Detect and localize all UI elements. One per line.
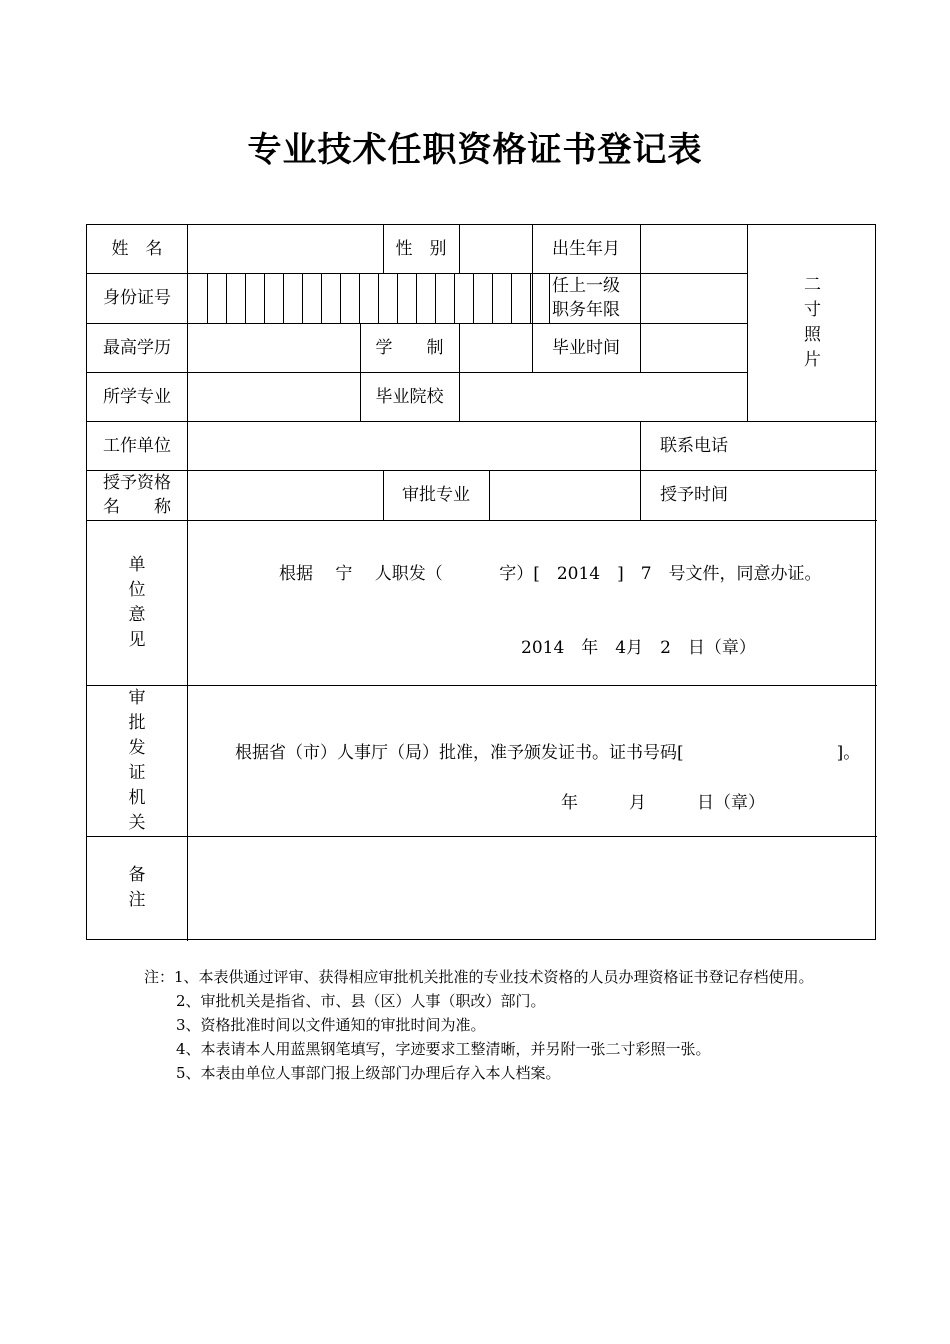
photo-placeholder [748,225,877,421]
label-char: 位 [128,579,146,600]
form-title: 专业技术任职资格证书登记表 [247,130,703,170]
phone-field[interactable] [748,421,877,470]
id-digit-box[interactable] [417,273,435,323]
id-digit-box[interactable] [455,273,473,323]
note-item: 4、本表请本人用蓝黑钢笔填写，字迹要求工整清晰，并另附一张二寸彩照一张。 [176,1040,711,1058]
label-prev-level [532,273,640,323]
row-divider [87,520,877,521]
label-remarks [87,836,187,940]
label-name: 姓 名 [111,239,163,259]
name-field[interactable] [188,225,383,273]
label-qualification-line: 授予资格 [103,473,171,493]
note-item: 2、审批机关是指省、市、县（区）人事（职改）部门。 [176,992,546,1010]
grant-time-field[interactable] [748,470,877,520]
unit-opinion-date: 2014 年 4月 2 日（章） [521,638,756,658]
label-id-number: 身份证号 [103,288,171,308]
remarks-field[interactable] [188,836,877,940]
id-digit-box[interactable] [303,273,321,323]
label-char: 注 [128,890,146,910]
unit-opinion-text: 根据 宁 人职发（ 字）[ 2014 ] 7 号文件，同意办证。 [279,564,822,584]
id-digit-box[interactable] [208,273,226,323]
id-digit-box[interactable] [493,273,511,323]
label-qualification [87,470,187,520]
birth-field[interactable] [641,225,747,273]
photo-char: 片 [804,350,821,370]
approval-date: 年 月 日（章） [561,793,765,813]
photo-char: 照 [804,325,821,345]
label-char: 证 [128,762,146,783]
label-birth: 出生年月 [552,239,620,259]
label-char: 单 [128,554,146,575]
schooling-field[interactable] [460,323,532,372]
label-approved-major: 审批专业 [402,485,470,505]
label-work-unit: 工作单位 [103,435,171,456]
id-digit-box[interactable] [265,273,283,323]
id-digit-box[interactable] [512,273,530,323]
label-char: 批 [128,712,146,733]
label-char: 见 [128,629,146,650]
qualification-field[interactable] [188,470,383,520]
major-field[interactable] [188,372,360,421]
id-digit-box[interactable] [360,273,378,323]
note-item: 注：1、本表供通过评审、获得相应审批机关批准的专业技术资格的人员办理资格证书登记存档使用。 [144,968,814,986]
work-unit-field[interactable] [188,421,640,470]
label-unit-opinion [87,520,187,685]
id-digit-box[interactable] [436,273,454,323]
photo-char: 二 [804,275,821,295]
id-digit-box[interactable] [322,273,340,323]
note-item: 3、资格批准时间以文件通知的审批时间为准。 [176,1016,486,1034]
label-education: 最高学历 [103,337,171,358]
row-divider [87,685,877,686]
approved-major-field[interactable] [490,470,640,520]
label-grad-time: 毕业时间 [552,337,620,358]
school-field[interactable] [460,372,747,421]
label-prev-level-line: 职务年限 [552,300,620,320]
label-qualification-line: 名 称 [103,497,171,517]
id-digit-box[interactable] [398,273,416,323]
label-prev-level-line: 任上一级 [552,276,620,296]
label-approval-org [87,685,187,836]
registration-form-table [86,224,876,940]
label-grant-time: 授予时间 [660,485,728,505]
label-schooling: 学 制 [375,337,444,358]
grad-time-field[interactable] [641,323,747,372]
label-char: 发 [128,737,146,758]
label-char: 备 [128,865,146,885]
education-field[interactable] [188,323,360,372]
id-digit-box[interactable] [284,273,302,323]
label-major: 所学专业 [103,386,171,407]
label-char: 意 [128,604,146,625]
label-phone: 联系电话 [660,435,728,456]
label-char: 机 [128,787,146,808]
prev-level-field[interactable] [641,273,747,323]
label-school: 毕业院校 [375,386,444,407]
id-digit-box[interactable] [474,273,492,323]
id-digit-box[interactable] [379,273,397,323]
photo-char: 寸 [804,300,821,320]
label-gender: 性 别 [395,239,447,259]
label-char: 审 [128,687,146,708]
gender-field[interactable] [460,225,532,273]
id-digit-box[interactable] [341,273,359,323]
approval-text: 根据省（市）人事厅（局）批准，准予颁发证书。证书号码[ ]。 [235,743,861,763]
id-digit-box[interactable] [227,273,245,323]
label-char: 关 [128,812,146,833]
id-digit-box[interactable] [246,273,264,323]
notes-section [144,965,834,1085]
note-item: 5、本表由单位人事部门报上级部门办理后存入本人档案。 [176,1064,561,1082]
